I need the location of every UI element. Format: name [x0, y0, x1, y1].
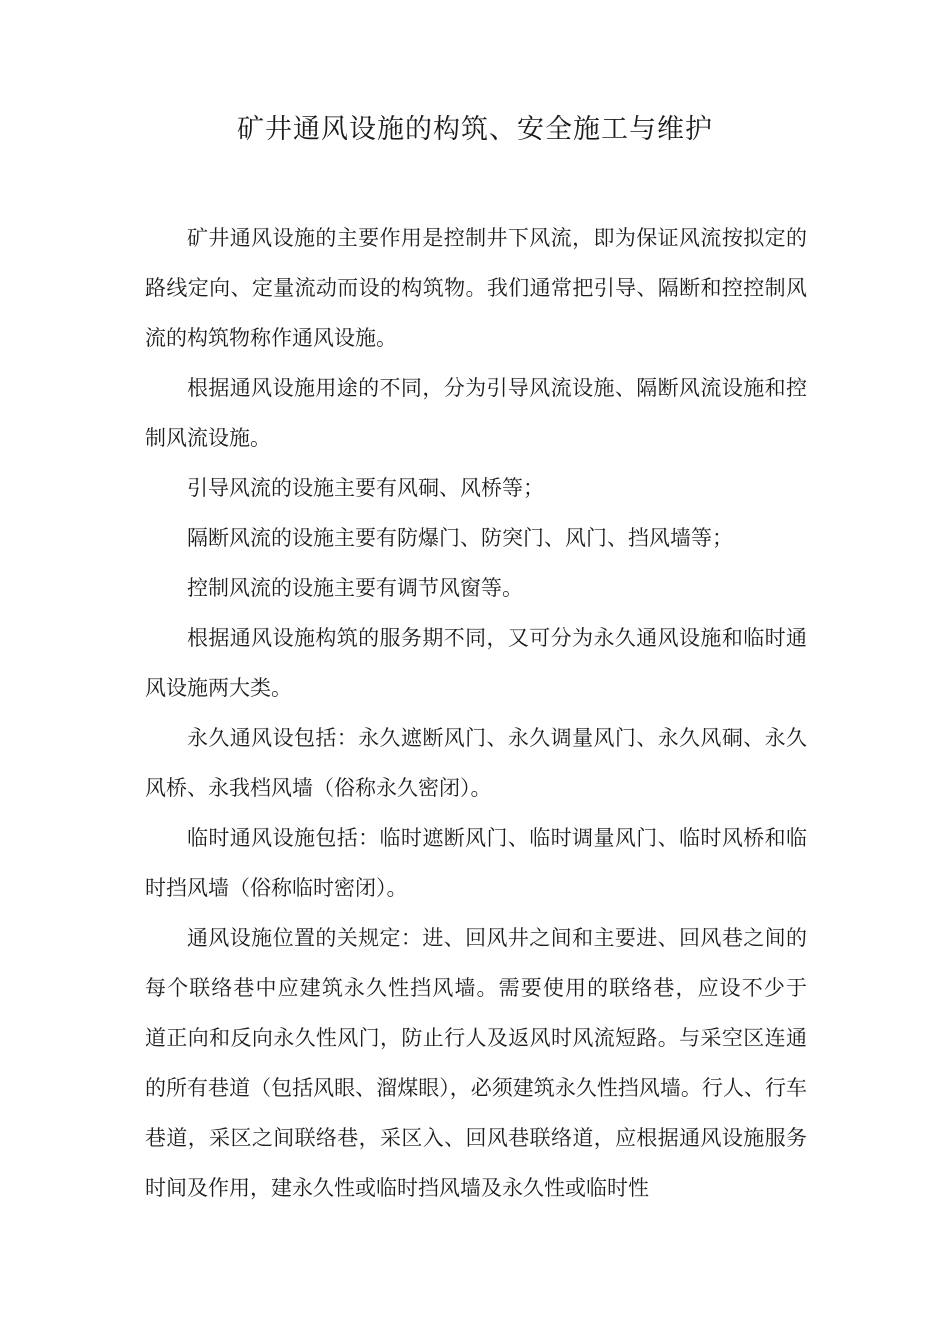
paragraph-permanent-facilities: 永久通风设包括：永久遮断风门、永久调量风门、永久风硐、永久风桥、永我档风墙（俗称永久密闭）。 — [145, 726, 807, 800]
paragraph-isolating-facilities: 隔断风流的设施主要有防爆门、防突门、风门、挡风墙等； — [187, 526, 733, 550]
paragraph-location-regulations: 通风设施位置的关规定：进、回风井之间和主要进、回风巷之间的每个联络巷中应建筑永久性挡风墙。需要使用的联络巷，应设不少于 道正向和反向永久性风门，防止行人及返风时风流短路。与采空区连通的所有巷道（包括风眼、溜煤眼），必须建筑永久性挡风墙。行人、行车巷道，采区之间联络巷，采区入、回风巷联络道，应根据通风设施服务时间及作用，建永久性或临时挡风墙及永久性或临时性 — [145, 926, 828, 1200]
paragraph-temporary-facilities: 临时通风设施包括：临时遮断风门、临时调量风门、临时风桥和临时挡风墙（俗称临时密闭）。 — [145, 826, 807, 900]
paragraph-purpose: 矿井通风设施的主要作用是控制井下风流，即为保证风流按拟定的路线定向、定量流动而设的构筑物。我们通常把引导、隔断和控控制风流的构筑物称作通风设施。 — [145, 226, 807, 350]
paragraph-guiding-facilities: 引导风流的设施主要有风硐、风桥等； — [187, 476, 544, 500]
paragraph-classification-by-service-period: 根据通风设施构筑的服务期不同，又可分为永久通风设施和临时通风设施两大类。 — [145, 626, 807, 700]
paragraph-classification-by-use: 根据通风设施用途的不同，分为引导风流设施、隔断风流设施和控制风流设施。 — [145, 376, 807, 450]
document-title: 矿井通风设施的构筑、安全施工与维护 — [237, 114, 713, 145]
document-body — [145, 213, 828, 1213]
paragraph-controlling-facilities: 控制风流的设施主要有调节风窗等。 — [187, 576, 523, 600]
